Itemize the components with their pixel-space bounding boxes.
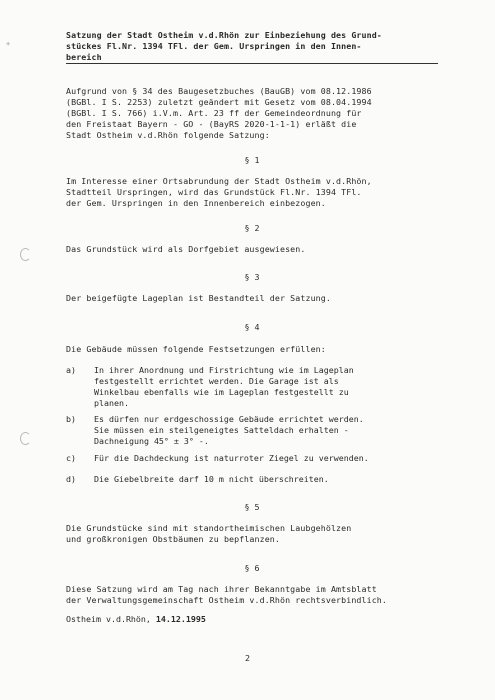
text-line: den Freistaat Bayern - GO - (BayRS 2020-1-1-1) erläßt die xyxy=(66,119,357,129)
text-line: und großkronigen Obstbäumen zu bepflanzen. xyxy=(66,534,280,544)
text-line: Diese Satzung wird am Tag nach ihrer Bekanntgabe im Amtsblatt xyxy=(66,584,377,594)
signature-date: 14.12.1995 xyxy=(155,614,206,624)
text-line: Das Grundstück wird als Dorfgebiet ausgewiesen. xyxy=(66,244,306,254)
signature-place: Ostheim v.d.Rhön, xyxy=(66,614,151,624)
list-item-text xyxy=(94,474,434,485)
text-line: (BGBl. I S. 2253) zuletzt geändert mit Gesetz vom 08.04.1994 xyxy=(66,97,372,107)
text-line: Für die Dachdeckung ist naturroter Ziegel zu verwenden. xyxy=(94,453,369,463)
text-line: der Verwaltungsgemeinschaft Ostheim v.d.Rhön rechtsverbindlich. xyxy=(66,595,387,605)
punch-hole-mark xyxy=(20,432,31,445)
text-line: Es dürfen nur erdgeschossige Gebäude errichtet werden. xyxy=(94,414,364,424)
text-line: planen. xyxy=(94,398,129,408)
list-item-label: a) xyxy=(66,365,76,375)
section-6-text xyxy=(66,584,438,606)
list-item-text xyxy=(94,365,434,409)
title-underline xyxy=(66,63,438,64)
margin-mark: + xyxy=(6,40,11,48)
text-line: Aufgrund von § 34 des Baugesetzbuches (BauGB) vom 08.12.1986 xyxy=(66,86,372,96)
text-line: Dachneigung 45° ± 3° -. xyxy=(94,436,209,446)
text-line: Stadt Ostheim v.d.Rhön folgende Satzung: xyxy=(66,130,270,140)
section-5-heading: § 5 xyxy=(244,502,260,512)
section-2-text xyxy=(66,244,438,255)
list-item-label: b) xyxy=(66,414,76,424)
section-2-heading: § 2 xyxy=(244,223,260,233)
preamble-paragraph xyxy=(66,86,438,141)
text-line: Die Grundstücke sind mit standortheimischen Laubgehölzen xyxy=(66,523,352,533)
page-number: 2 xyxy=(245,653,250,663)
title-line: Satzung der Stadt Ostheim v.d.Rhön zur Einbeziehung des Grund- xyxy=(66,30,382,40)
section-4-heading: § 4 xyxy=(244,322,260,332)
section-5-text xyxy=(66,523,438,545)
section-6-heading: § 6 xyxy=(244,563,260,573)
list-item-label: d) xyxy=(66,474,76,484)
list-item-text xyxy=(94,414,434,447)
section-4-intro: Die Gebäude müssen folgende Festsetzungen erfüllen: xyxy=(66,344,326,354)
text-line: Winkelbau ebenfalls wie im Lageplan festgestellt zu xyxy=(94,387,349,397)
text-line: Stadtteil Urspringen, wird das Grundstück Fl.Nr. 1394 TFl. xyxy=(66,187,362,197)
text-line: Im Interesse einer Ortsabrundung der Stadt Ostheim v.d.Rhön, xyxy=(66,176,372,186)
section-1-text xyxy=(66,176,438,209)
text-line: der Gem. Urspringen in den Innenbereich einbezogen. xyxy=(66,198,326,208)
section-3-text xyxy=(66,293,438,304)
signature-line xyxy=(66,614,206,625)
text-line: In ihrer Anordnung und Firstrichtung wie im Lageplan xyxy=(94,365,354,375)
text-line: Der beigefügte Lageplan ist Bestandteil der Satzung. xyxy=(66,293,331,303)
section-1-heading: § 1 xyxy=(244,155,260,165)
text-line: Sie müssen ein steilgeneigtes Satteldach erhalten - xyxy=(94,425,349,435)
text-line: (BGBl. I S. 766) i.V.m. Art. 23 ff der Gemeindeordnung für xyxy=(66,108,362,118)
list-item-text xyxy=(94,453,434,464)
list-item-label: c) xyxy=(66,453,76,463)
text-line: Die Giebelbreite darf 10 m nicht überschreiten. xyxy=(94,474,329,484)
section-3-heading: § 3 xyxy=(244,272,260,282)
punch-hole-mark xyxy=(20,248,31,261)
title-line: bereich xyxy=(66,52,102,62)
text-line: festgestellt errichtet werden. Die Garage ist als xyxy=(94,376,339,386)
document-title xyxy=(66,30,438,63)
title-line: stückes Fl.Nr. 1394 TFl. der Gem. Urspringen in den Innen- xyxy=(66,41,362,51)
